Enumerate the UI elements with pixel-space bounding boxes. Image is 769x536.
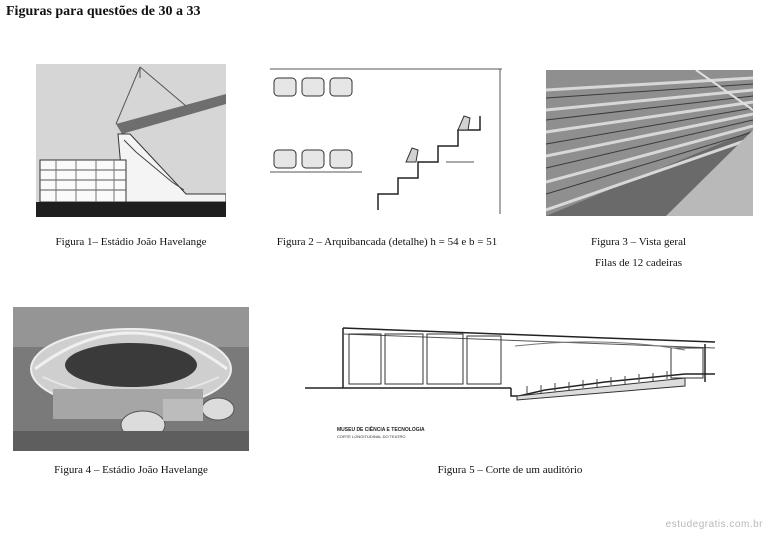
figure-2-bleacher-detail	[270, 68, 502, 214]
figure-3-caption: Figura 3 – Vista geral	[590, 236, 687, 248]
watermark: estudegratis.com.br	[665, 519, 763, 530]
figure-5-drawing-label-1: MUSEU DE CIÊNCIA E TECNOLOGIA	[337, 427, 425, 433]
figure-3-caption-2: Filas de 12 cadeiras	[594, 257, 683, 269]
figure-2-caption: Figura 2 – Arquibancada (detalhe) h = 54 e b = 51	[276, 236, 498, 248]
figure-1-stadium-section	[36, 64, 226, 217]
page-title: Figuras para questões de 30 a 33	[6, 4, 201, 19]
figure-5-caption: Figura 5 – Corte de um auditório	[437, 464, 583, 476]
figure-4-stadium-aerial	[13, 307, 249, 451]
figure-1-caption: Figura 1– Estádio João Havelange	[55, 236, 207, 248]
figure-5-drawing-label-2: CORTE LONGITUDINAL DO TEATRO	[337, 434, 406, 439]
figure-4-caption: Figura 4 – Estádio João Havelange	[54, 464, 208, 476]
figure-3-seats-photo	[546, 70, 753, 216]
